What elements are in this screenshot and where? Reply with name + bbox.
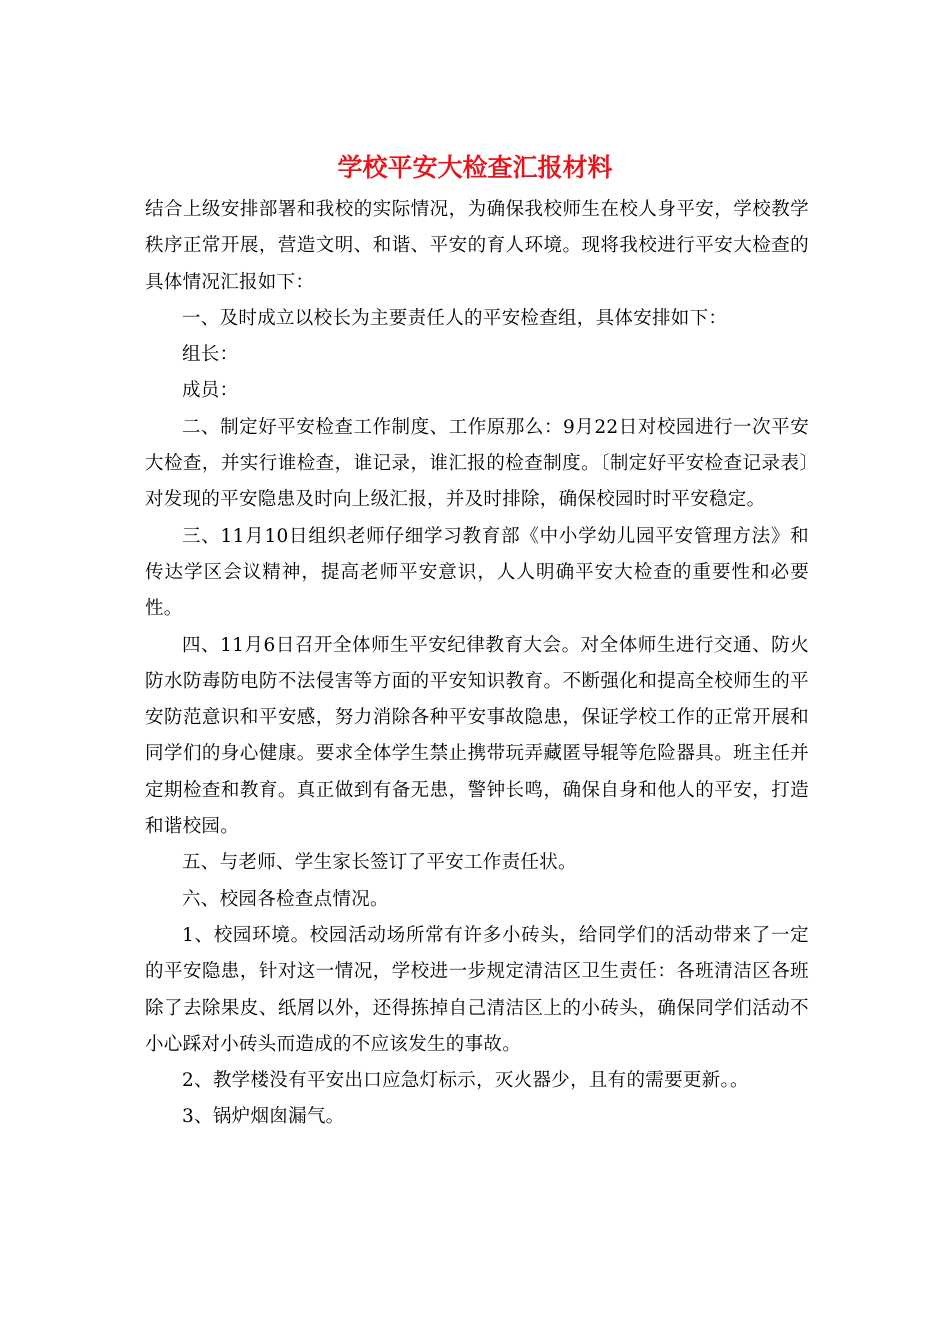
document-title: 学校平安大检查汇报材料 (337, 153, 613, 182)
paragraph-item-1: 1、校园环境。校园活动场所常有许多小砖头，给同学们的活动带来了一定的平安隐患，针对这一情况，学校进一步规定清洁区卫生责任：各班清洁区各班除了去除果皮、纸屑以外，还得拣掉自己清洁区上的小砖头，确保同学们活动不小心踩对小砖头而造成的不应该发生的事故。 (145, 924, 809, 1055)
paragraph-group-members: 成员： (182, 380, 239, 402)
paragraph-group-leader: 组长： (182, 344, 239, 366)
paragraph-item-2: 2、教学楼没有平安出口应急灯标示，灭火器少，且有的需要更新。。 (182, 1070, 749, 1092)
paragraph-section-1: 一、及时成立以校长为主要责任人的平安检查组，具体安排如下： (182, 307, 728, 329)
paragraph-section-3: 三、11月10日组织老师仔细学习教育部《中小学幼儿园平安管理方法》和传达学区会议精神，提高老师平安意识，人人明确平安大检查的重要性和必要性。 (145, 525, 809, 620)
paragraph-section-5: 五、与老师、学生家长签订了平安工作责任状。 (182, 852, 577, 874)
paragraph-section-4: 四、11月6日召开全体师生平安纪律教育大会。对全体师生进行交通、防火防水防毒防电防不法侵害等方面的平安知识教育。不断强化和提高全校师生的平安防范意识和平安感，努力消除各种平安事故隐患，保证学校工作的正常开展和同学们的身心健康。要求全体学生禁止携带玩弄藏匿导辊等危险器具。班主任并定期检查和教育。真正做到有备无患，警钟长鸣，确保自身和他人的平安，打造和谐校园。 (145, 634, 809, 838)
paragraph-intro: 结合上级安排部署和我校的实际情况，为确保我校师生在校人身平安，学校教学秩序正常开展，营造文明、和谐、平安的育人环境。现将我校进行平安大检查的具体情况汇报如下： (145, 199, 809, 293)
paragraph-item-3: 3、锅炉烟囱漏气。 (182, 1106, 345, 1128)
paragraph-section-2: 二、制定好平安检查工作制度、工作原那么：9月22日对校园进行一次平安大检查，并实行谁检查，谁记录，谁汇报的检查制度。〔制定好平安检查记录表〕对发现的平安隐患及时向上级汇报，并及时排除，确保校园时时平安稳定。 (145, 416, 809, 511)
paragraph-section-6: 六、校园各检查点情况。 (182, 888, 389, 910)
document-body (145, 192, 809, 1136)
